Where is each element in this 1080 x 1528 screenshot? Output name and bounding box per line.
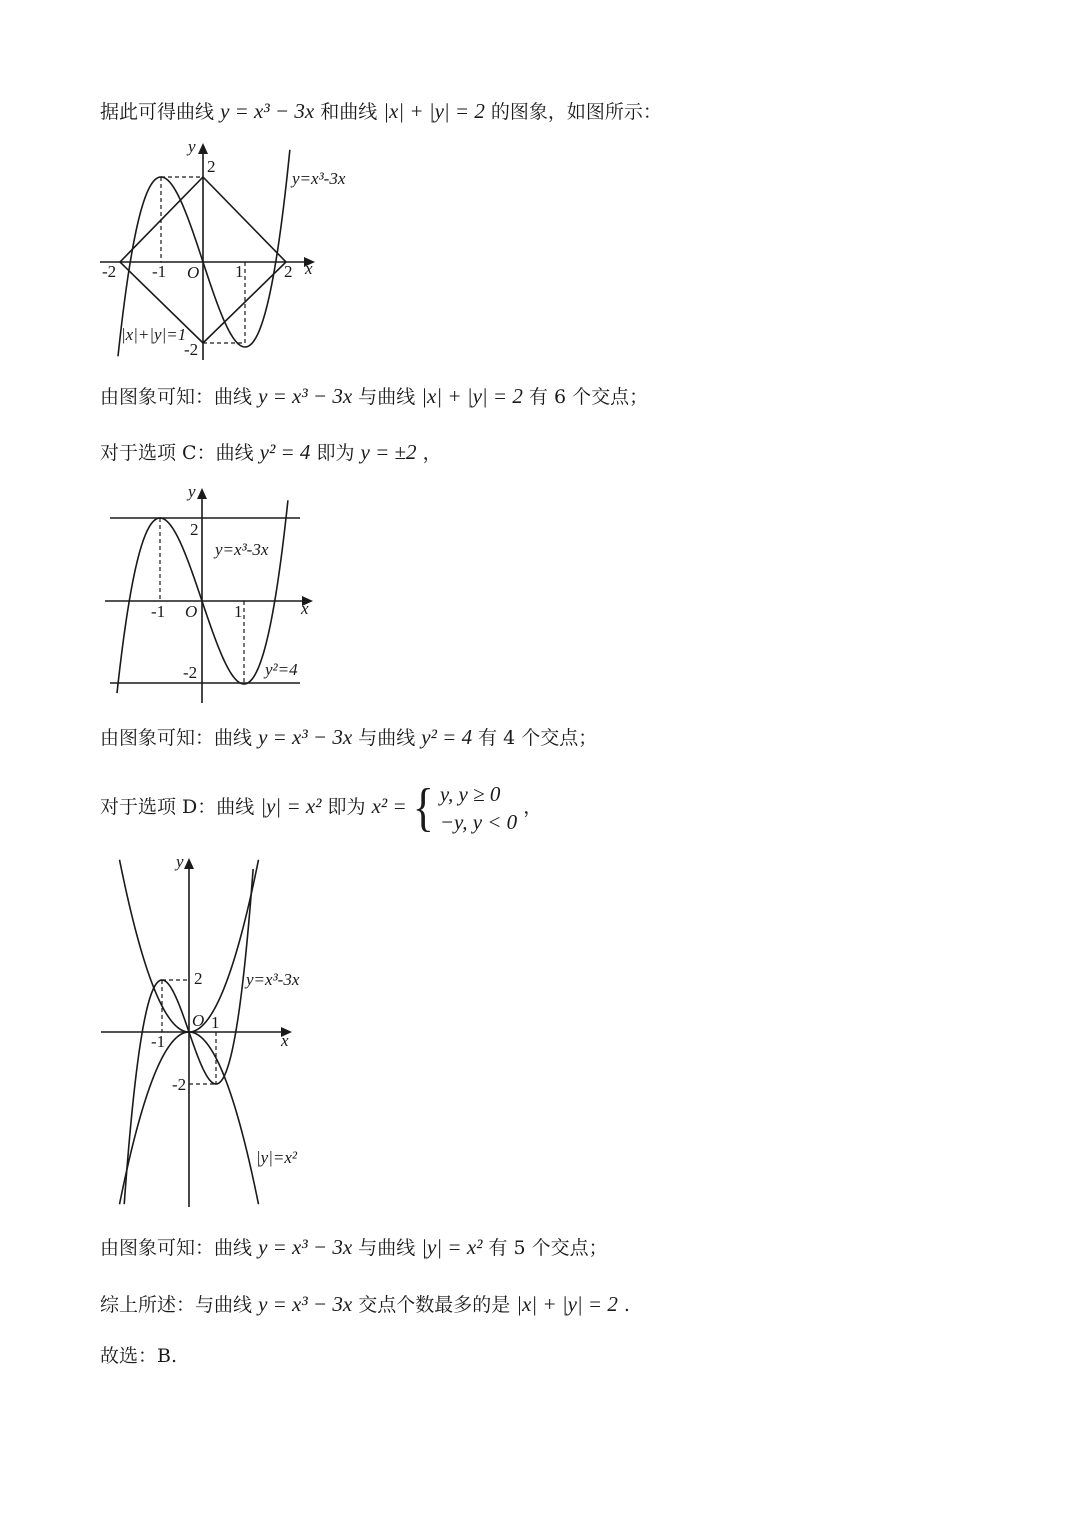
fig1-curve-label: y=x³-3x [292,169,346,188]
fig1-tick-neg1: -1 [152,262,167,281]
fig2-origin-label: O [185,602,198,621]
fig3-curve-label: y=x³-3x [246,970,300,989]
l3-mid: 即为 [316,442,355,464]
fig2-y-label: y [188,482,196,501]
fig1-tick-2: 2 [284,262,293,281]
fig1-ytick-neg2: -2 [184,340,199,359]
l3-eq1: y² = 4 [259,440,311,464]
figure-1-diamond-cubic [95,135,365,370]
fig3-x-label: x [281,1031,289,1050]
fig2-ytick-2: 2 [190,520,199,539]
text-line-7 [100,1289,630,1320]
text-line-1 [100,96,662,127]
fig2-line-label: y²=4 [265,660,298,679]
l3-eq2: y = ±2 [360,440,417,464]
answer-line: 故选：B. [100,1345,178,1367]
l5-cases [440,780,517,836]
figure-2-lines-cubic [100,478,330,708]
l2-prefix: 由图象可知：曲线 [100,386,253,408]
fig3-parabola-label: |y|=x² [256,1148,298,1167]
fig3-y-label: y [176,852,184,871]
fig1-tick-1: 1 [235,262,244,281]
fig1-y-arrow [198,143,208,154]
fig2-ytick-neg2: -2 [183,663,198,682]
l7-prefix: 综上所述：与曲线 [100,1294,253,1316]
l7-eq2: |x| + |y| = 2 [516,1292,618,1316]
l1-eq2: |x| + |y| = 2 [383,99,485,123]
figure-3-parabolas-cubic [98,852,328,1212]
l1-mid: 和曲线 [320,101,378,123]
fig2-tick-1: 1 [234,602,243,621]
l5-case1: y, y ≥ 0 [439,782,501,806]
l4-eq2: y² = 4 [421,725,473,749]
fig3-tick-1: 1 [211,1013,220,1032]
l4-prefix: 由图象可知：曲线 [100,727,253,749]
text-line-4 [100,722,597,753]
l2-mid: 与曲线 [358,386,416,408]
text-line-2 [100,381,648,412]
l4-eq1: y = x³ − 3x [258,725,353,749]
text-line-6 [100,1232,608,1263]
l5-suffix: ， [523,796,543,818]
text-line-5 [100,778,542,836]
l5-case2: −y, y < 0 [439,810,518,834]
l5-mid: 即为 [327,796,366,818]
l2-eq1: y = x³ − 3x [258,384,353,408]
fig3-y-arrow [184,858,194,869]
fig2-curve-label: y=x³-3x [215,540,269,559]
l2-suffix: 有 6 个交点； [528,386,649,408]
l7-mid: 交点个数最多的是 [358,1294,511,1316]
fig2-x-label: x [301,599,309,618]
l4-mid: 与曲线 [358,727,416,749]
l3-suffix: ， [422,442,442,464]
l6-suffix: 有 5 个交点； [488,1237,608,1259]
l1-prefix: 据此可得曲线 [100,101,215,123]
l6-eq1: y = x³ − 3x [258,1235,353,1259]
fig2-y-arrow [197,488,207,499]
l7-suffix: . [623,1294,630,1316]
fig1-origin-label: O [187,263,200,282]
text-line-3 [100,437,442,468]
l1-suffix: 的图象，如图所示： [490,101,662,123]
fig1-y-label: y [188,137,196,156]
fig3-ytick-2: 2 [194,969,203,988]
l2-eq2: |x| + |y| = 2 [421,384,523,408]
fig3-ytick-neg2: -2 [172,1075,187,1094]
fig1-ytick-2: 2 [207,157,216,176]
text-line-8 [100,1341,177,1371]
l5-eq1: |y| = x² [260,794,322,818]
l1-eq1: y = x³ − 3x [220,99,315,123]
l5-brace: { [412,778,434,837]
fig1-tick-neg2: -2 [102,262,117,281]
l6-mid: 与曲线 [358,1237,416,1259]
l7-eq1: y = x³ − 3x [258,1292,353,1316]
fig2-tick-neg1: -1 [151,602,166,621]
l3-prefix: 对于选项 C：曲线 [100,442,254,464]
l6-eq2: |y| = x² [421,1235,483,1259]
l5-prefix: 对于选项 D：曲线 [100,796,255,818]
fig1-x-label: x [305,259,313,278]
fig3-origin-label: O [192,1011,205,1030]
l5-eq2: x² = [371,794,407,818]
fig1-shape-label: |x|+|y|=1 [121,325,187,344]
fig3-tick-neg1: -1 [151,1032,166,1051]
l6-prefix: 由图象可知：曲线 [100,1237,253,1259]
l4-suffix: 有 4 个交点； [478,727,598,749]
